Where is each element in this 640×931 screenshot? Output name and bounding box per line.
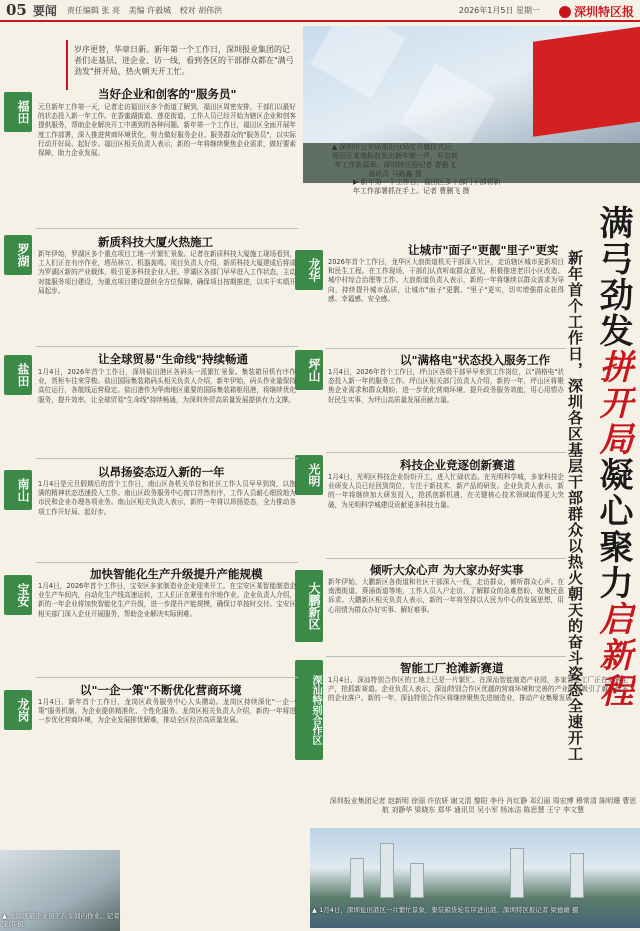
rail-longhua: 龙华 [295,250,323,290]
section-name: 要闻 [32,3,57,18]
section-divider [36,677,298,678]
section-divider [36,562,298,563]
port-photo-caption: ▲ 1月4日，深圳盐田港区一片繁忙景象，集装箱货轮有序进出港。深圳特区报记者 梁德雄 摄 [312,906,579,914]
article-title: 科技企业竞逐创新赛道 [400,458,515,472]
article-title: 新质科技大厦火热施工 [98,235,213,249]
factory-photo-caption: ▲ 龙岗区某企业员工在车间内作业。记者 宋伟 摄 [2,912,120,928]
rail-shenshan: 深汕特别合作区 [295,660,323,760]
section-divider [326,348,566,349]
paper-logo-text: 深圳特区报 [573,5,634,19]
article-title: 智能工厂抢滩新赛道 [400,661,504,675]
article-body: 新年伊始，大鹏新区各街道和社区干部深入一线，走访群众，倾听群众心声。在南澳街道、葵涌街道等地，工作人员入户走访，了解群众的急难愁盼，收集民意诉求。大鹏新区相关负责人表示，新的一年将坚持以人民为中心的发展思想，用心用情为群众办好实事、解好难事。 [328,578,564,614]
masthead [0,0,640,22]
article-body: 1月4日，2026年首个工作日，宝安区多家制造业企业迎来开工。在宝安区某智能制造企业生产车间内，自动化生产线高速运转，工人们正在紧张有序地作业。企业负责人介绍，新的一年企业将加快智能化生产升级，进一步提升产能规模，确保订单按时交付。宝安区相关部门深入企业开展服务，帮助企业解决实际困难。 [38,582,296,618]
article-title: 倾听大众心声 为大家办好实事 [370,563,524,577]
rail-pingshan: 坪山 [295,350,323,390]
article-body: 新年伊始，罗湖区多个重点项目工地一片繁忙景象。记者在新质科技大厦施工现场看到，工人们正在有序作业，塔吊林立、机器轰鸣。项目负责人介绍，新质科技大厦建成后将成为罗湖区新的产业载体，吸引更多科技企业入驻。罗湖区各部门早早进入工作状态，主动对接服务项目建设，为重点项目建设提供全方位保障，确保项目按期推进，以实干实绩开局起步。 [38,250,296,295]
rail-baoan: 宝安 [4,575,32,615]
article-body: 1月4日，2026年首个工作日，坪山区各级干部早早来到工作岗位，以"满格电"状态投入新一年的服务工作。坪山区相关部门负责人介绍，新的一年，坪山区将聚焦企业需求和群众期盼，进一步优化营商环境，提升政务服务效能，用心用情办好民生实事，为坪山高质量发展贡献力量。 [328,368,564,404]
rail-dapeng: 大鹏新区 [295,570,323,642]
editor-credit: 责任编辑 张 亮 [66,5,120,15]
building-shape [570,853,584,898]
rail-futian: 福田 [4,92,32,132]
rail-yantian: 盐田 [4,355,32,395]
article-title: 让全球贸易"生命线"持续畅通 [98,352,248,366]
headline-red-1: 拼开局 [593,349,633,457]
building-shape [510,848,524,898]
building-shape [410,863,424,898]
article-title: 当好企业和创客的"服务员" [98,87,237,101]
paper-logo [559,3,634,20]
rail-guangming: 光明 [295,455,323,495]
staff-credits [67,5,228,16]
building-shape [350,858,364,898]
page-number: 05 [6,1,27,19]
section-divider [36,346,298,347]
article-body: 元旦新年工作第一天，记者走访福田区多个街道了解到，福田区周密安排，干部们以最好的状态投入新一年工作。在香蜜湖街道、莲花街道，工作人员已经开始为辖区企业和创客提供服务，帮助企业解决开工中遇到的各种问题。新年第一个工作日，福田区全面开展年度工作部署，深入推进营商环境优化，努力做好服务企业、服务群众的"服务员"，以实际行动开好局、起好步。福田区相关负责人表示，新的一年将继续聚焦企业需求，做好要素保障，助力企业发展。 [38,103,296,158]
section-divider [326,558,566,559]
rail-nanshan: 南山 [4,470,32,510]
building-shape [380,843,394,898]
article-body: 1月4日，光明区科技企业纷纷开工，进入忙碌状态。在光明科学城，多家科技企业研发人员已经回到岗位，专注于新技术、新产品的研发。企业负责人表示，新的一年将继续加大研发投入，抢抓创新机遇，在关键核心技术领域取得更大突破，为光明科学城建设贡献更多科技力量。 [328,473,564,509]
article-title: 以昂扬姿态迈入新的一年 [98,465,225,479]
rail-longgang: 龙岗 [4,690,32,730]
decor-hexagon [310,26,406,99]
article-title: 加快智能化生产升级提升产能规模 [90,567,263,581]
headline-part-2: 凝心聚力 [593,457,633,601]
rail-luohu: 罗湖 [4,235,32,275]
designer-credit: 美编 许毅城 [128,5,172,15]
headline-red-2: 启新程 [593,601,633,709]
article-title: 以"一企一策"不断优化营商环境 [80,683,242,697]
headline-subtitle: 新年首个工作日，深圳各区基层干部群众以热火朝天的奋斗姿态全速开工 [566,250,584,762]
top-photo-caption: ▲ 深圳市公安局福田分局在升旗仪式后，福田区某地标前发出新年第一声，开启新年工作新篇章。深圳特区报记者 曹删飞 通讯员 马路鑫 摄 [331,143,459,178]
headline-part-1: 满弓劲发 [593,205,633,349]
paper-logo-icon [559,6,571,18]
article-body: 1月4日是元旦假期后的首个工作日，南山区各机关单位和社区工作人员早早到岗，以饱满的精神状态迅速投入工作。南山区政务服务中心窗口井然有序，工作人员耐心细致地为市民和企业办理各项业务。南山区相关负责人表示，新的一年将以昂扬姿态，全力推动各项工作开好局、起好步。 [38,480,296,516]
top-photo-caption-2: ▶ 新年第一个工作日，福田区多个部门干部将新年工作部署抓在手上。记者 曹删飞 摄 [353,178,501,195]
section-divider [36,458,298,459]
section-divider [326,452,566,453]
headline-banner [593,205,633,709]
article-body: 2026年首个工作日，龙华区大浪街道机关干部深入社区，走访辖区城市更新项目和民生工程。在工作现场，干部们认真听取群众意见，积极推进老旧小区改造、城中村综合治理等工作。大浪街道负责人表示，新的一年将继续以群众需求为导向，持续提升城市品质，让城市"面子"更靓、"里子"更实，切实增强群众获得感、幸福感、安全感。 [328,258,564,303]
article-body: 1月4日，深汕特别合作区的工地上已是一片繁忙。在深汕智能制造产业园，多家智能工厂正在加紧生产，抢抓新赛道。企业负责人表示，深汕特别合作区优越的营商环境和完善的产业配套吸引了越来越多的企业落户。新的一年，深汕特别合作区将继续聚焦先进制造业，推动产业集聚发展。 [328,676,628,703]
article-title: 以"满格电"状态投入服务工作 [400,353,550,367]
section-divider [36,228,298,229]
proofreader-credit: 校对 胡伟洪 [179,5,223,15]
article-body: 1月4日，新年首个工作日，龙岗区政务服务中心人头攒动。龙岗区持续深化"一企一策"服务机制，为企业提供精准化、个性化服务。龙岗区相关负责人介绍，新的一年将进一步优化营商环境，为企业发展排忧解难，推动全区经济高质量发展。 [38,698,296,725]
reporter-credits: 深圳报业集团记者 赵新明 徐丽 许依妍 谢文清 黎阳 李丹 肖红静 邓幻丽 周宏博 穆常清 陈明珊 曹思航 刘静华 梁晓东 郑华 通讯员 吴小军 杨冰洁 陈思慧 王宁 李文慧 [329,797,637,814]
article-body: 1月4日，2026年首个工作日，深圳盐田港区各码头一派繁忙景象。集装箱吊机有序作业，货柜车往来穿梭。盐田国际集装箱码头相关负责人介绍，新年伊始，码头作业量保持高位运行，各航线运营稳定。盐田港作为华南地区重要的国际集装箱枢纽港，将继续优化服务，提升效率，让全球贸易"生命线"持续畅通，为深圳外贸高质量发展提供有力支撑。 [38,368,296,404]
section-divider [326,656,566,657]
flag-image [533,26,640,136]
article-title: 让城市"面子"更靓"里子"更实 [408,243,559,257]
lead-paragraph: 岁序更替，华章日新。新年第一个工作日，深圳报业集团的记者们走基层、进企业、访一线，看到各区的干部群众都在"满弓劲发"拼开局，热火朝天开工忙。 [66,40,302,90]
issue-date: 2026年1月5日 星期一 [458,5,540,15]
